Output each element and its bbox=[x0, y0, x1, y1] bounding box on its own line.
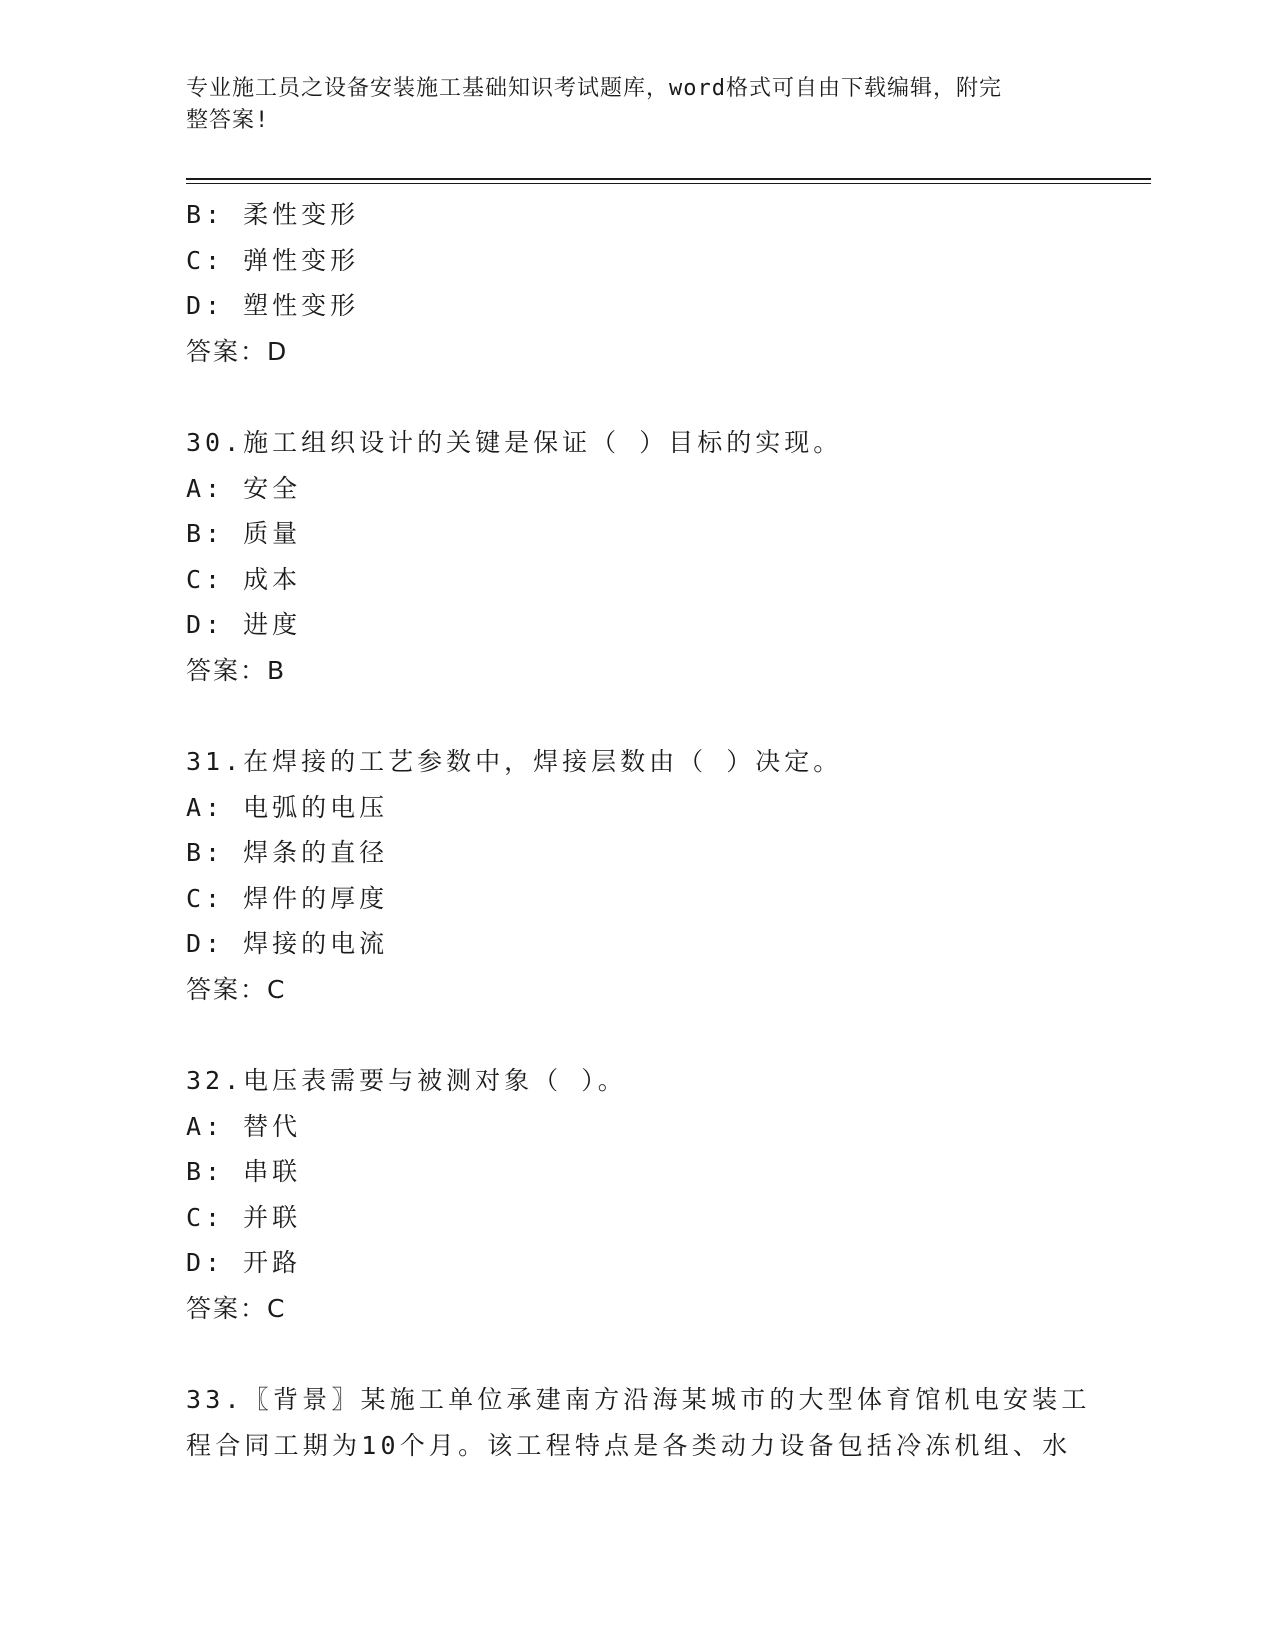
question-stem-line-1: 33.〖背景〗某施工单位承建南方沿海某城市的大型体育馆机电安装工 bbox=[186, 1385, 1091, 1414]
answer-value: C bbox=[267, 1293, 286, 1323]
question-30 bbox=[186, 420, 1086, 693]
option-b: B: 质量 bbox=[186, 519, 302, 548]
document-header bbox=[186, 73, 1066, 137]
answer-line bbox=[186, 648, 1086, 694]
option-b: B: 柔性变形 bbox=[186, 200, 360, 229]
question-stem-line-2: 程合同工期为10个月。该工程特点是各类动力设备包括冷冻机组、水 bbox=[186, 1430, 1072, 1460]
question-33 bbox=[186, 1377, 1091, 1468]
option-d: D: 塑性变形 bbox=[186, 291, 360, 320]
header-line-1: 专业施工员之设备安装施工基础知识考试题库，word格式可自由下载编辑，附完 bbox=[186, 76, 1002, 101]
answer-label: 答案： bbox=[186, 974, 268, 1004]
option-a: A: 替代 bbox=[186, 1111, 302, 1141]
option-b: B: 串联 bbox=[186, 1157, 302, 1186]
answer-value: D bbox=[267, 336, 288, 366]
option-b: B: 焊条的直径 bbox=[186, 838, 389, 867]
option-c: C: 焊件的厚度 bbox=[186, 883, 389, 913]
question-list bbox=[186, 192, 1091, 1468]
answer-label: 答案： bbox=[186, 1293, 268, 1323]
header-line-2: 整答案! bbox=[186, 108, 270, 133]
answer-line bbox=[186, 1286, 1086, 1332]
option-a: A: 电弧的电压 bbox=[186, 792, 389, 822]
option-d: D: 焊接的电流 bbox=[186, 929, 389, 958]
question-32 bbox=[186, 1058, 1086, 1331]
answer-label: 答案： bbox=[186, 655, 268, 685]
option-c: C: 弹性变形 bbox=[186, 245, 360, 275]
answer-value: B bbox=[267, 655, 286, 685]
answer-value: C bbox=[267, 974, 286, 1004]
option-a: A: 安全 bbox=[186, 473, 302, 503]
question-31 bbox=[186, 739, 1086, 1012]
option-d: D: 进度 bbox=[186, 610, 302, 639]
option-c: C: 成本 bbox=[186, 564, 302, 594]
question-stem: 30.施工组织设计的关键是保证（ ）目标的实现。 bbox=[186, 428, 843, 457]
question-stem: 32.电压表需要与被测对象（ ）。 bbox=[186, 1066, 627, 1095]
header-rule-thin bbox=[186, 183, 1151, 184]
answer-line bbox=[186, 329, 1086, 375]
question-29-partial bbox=[186, 192, 1086, 374]
answer-line bbox=[186, 967, 1086, 1013]
header-rule-thick bbox=[186, 178, 1151, 180]
option-c: C: 并联 bbox=[186, 1202, 302, 1232]
option-d: D: 开路 bbox=[186, 1248, 302, 1277]
question-stem: 31.在焊接的工艺参数中，焊接层数由（ ）决定。 bbox=[186, 747, 843, 776]
answer-label: 答案： bbox=[186, 336, 268, 366]
